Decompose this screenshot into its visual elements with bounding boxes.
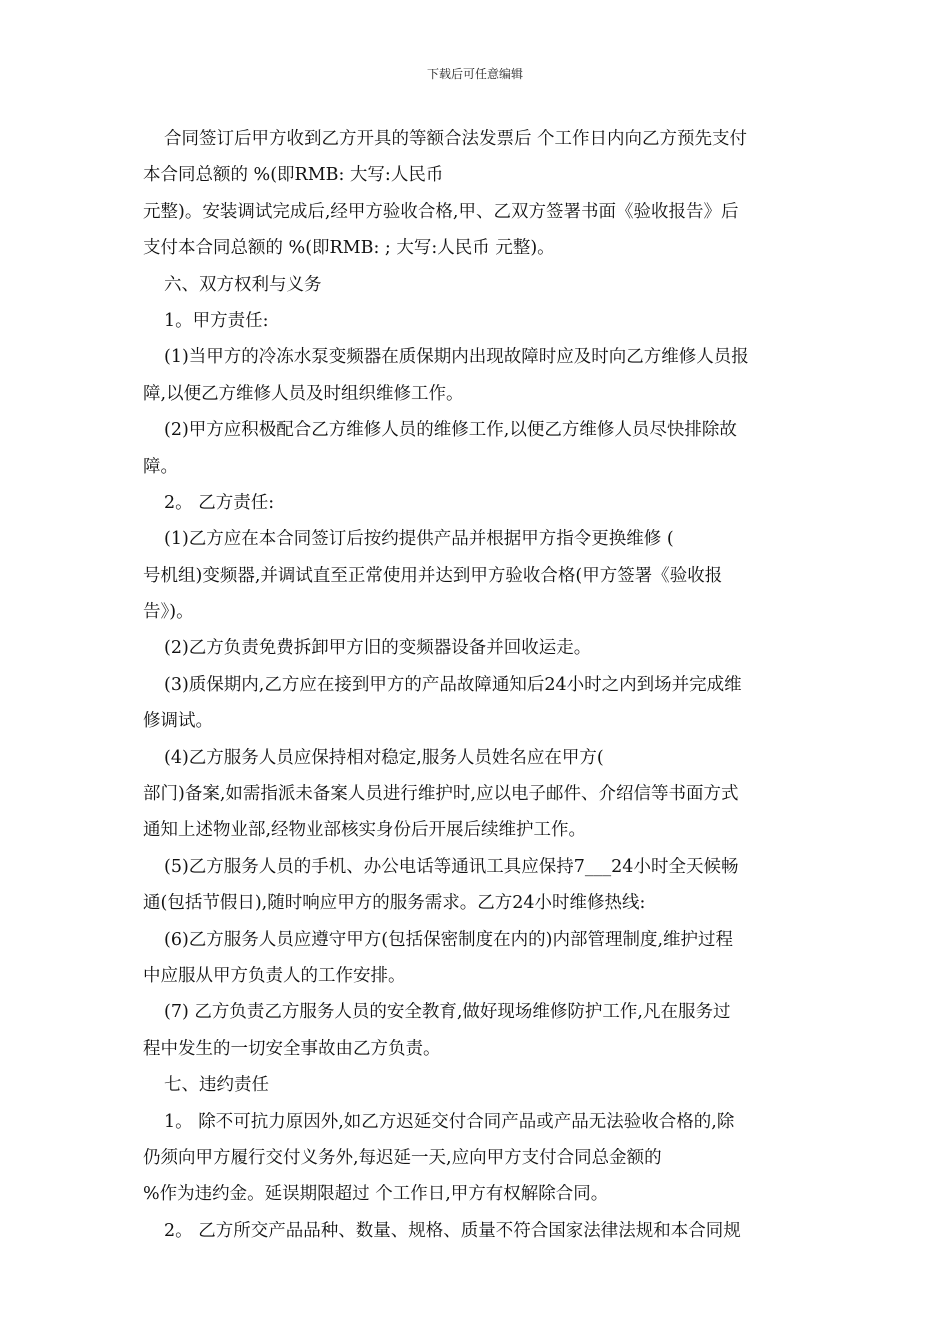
text-line: (1)乙方应在本合同签订后按约提供产品并根据甲方指令更换维修 ( bbox=[164, 529, 674, 550]
text-line: 中应服从甲方负责人的工作安排。 bbox=[143, 965, 406, 986]
text-line: 部门)备案,如需指派未备案人员进行维护时,应以电子邮件、介绍信等书面方式 bbox=[143, 784, 739, 805]
text-line: 仍须向甲方履行交付义务外,每迟延一天,应向甲方支付合同总金额的 bbox=[143, 1147, 662, 1168]
text-line: 修调试。 bbox=[143, 711, 213, 732]
text-line: (2)甲方应积极配合乙方维修人员的维修工作,以便乙方维修人员尽快排除故 bbox=[164, 420, 737, 441]
text-line: (2)乙方负责免费拆卸甲方旧的变频器设备并回收运走。 bbox=[164, 638, 592, 659]
text-line: 七、违约责任 bbox=[164, 1075, 269, 1096]
text-line: 支付本合同总额的 %(即RMB: ; 大写:人民币 元整)。 bbox=[143, 238, 555, 259]
text-line: 元整)。安装调试完成后,经甲方验收合格,甲、乙双方签署书面《验收报告》后 bbox=[143, 201, 739, 222]
text-line: %作为违约金。延误期限超过 个工作日,甲方有权解除合同。 bbox=[143, 1184, 609, 1205]
text-line: 通知上述物业部,经物业部核实身份后开展后续维护工作。 bbox=[143, 820, 587, 841]
document-body bbox=[143, 121, 813, 1249]
text-line: (4)乙方服务人员应保持相对稳定,服务人员姓名应在甲方( bbox=[164, 747, 604, 768]
text-line: 1。甲方责任: bbox=[164, 310, 269, 331]
text-line: 六、双方权利与义务 bbox=[164, 274, 322, 295]
text-line: (7) 乙方负责乙方服务人员的安全教育,做好现场维修防护工作,凡在服务过 bbox=[164, 1002, 731, 1023]
text-line: 合同签订后甲方收到乙方开具的等额合法发票后 个工作日内向乙方预先支付 bbox=[164, 129, 748, 149]
text-line: (1)当甲方的冷冻水泵变频器在质保期内出现故障时应及时向乙方维修人员报 bbox=[164, 347, 749, 368]
text-line: 号机组)变频器,并调试直至正常使用并达到甲方验收合格(甲方签署《验收报 bbox=[143, 565, 723, 586]
text-line: (6)乙方服务人员应遵守甲方(包括保密制度在内的)内部管理制度,维护过程 bbox=[164, 929, 734, 950]
text-line: 2。 乙方所交产品品种、数量、规格、质量不符合国家法律法规和本合同规 bbox=[164, 1220, 741, 1241]
text-line: 1。 除不可抗力原因外,如乙方迟延交付合同产品或产品无法验收合格的,除 bbox=[164, 1111, 735, 1132]
text-line: 通(包括节假日),随时响应甲方的服务需求。乙方24小时维修热线: bbox=[143, 893, 646, 914]
text-line: (5)乙方服务人员的手机、办公电话等通讯工具应保持7___24小时全天候畅 bbox=[164, 856, 739, 877]
page-header: 下载后可任意编辑 bbox=[426, 67, 523, 81]
text-line: 障。 bbox=[143, 456, 178, 477]
text-line: 2。 乙方责任: bbox=[164, 492, 275, 513]
text-line: (3)质保期内,乙方应在接到甲方的产品故障通知后24小时之内到场并完成维 bbox=[164, 674, 742, 695]
text-line: 障,以便乙方维修人员及时组织维修工作。 bbox=[143, 383, 464, 404]
text-line: 告》)。 bbox=[143, 602, 194, 623]
text-line: 程中发生的一切安全事故由乙方负责。 bbox=[143, 1038, 441, 1059]
text-line: 本合同总额的 %(即RMB: 大写:人民币 bbox=[143, 165, 444, 186]
